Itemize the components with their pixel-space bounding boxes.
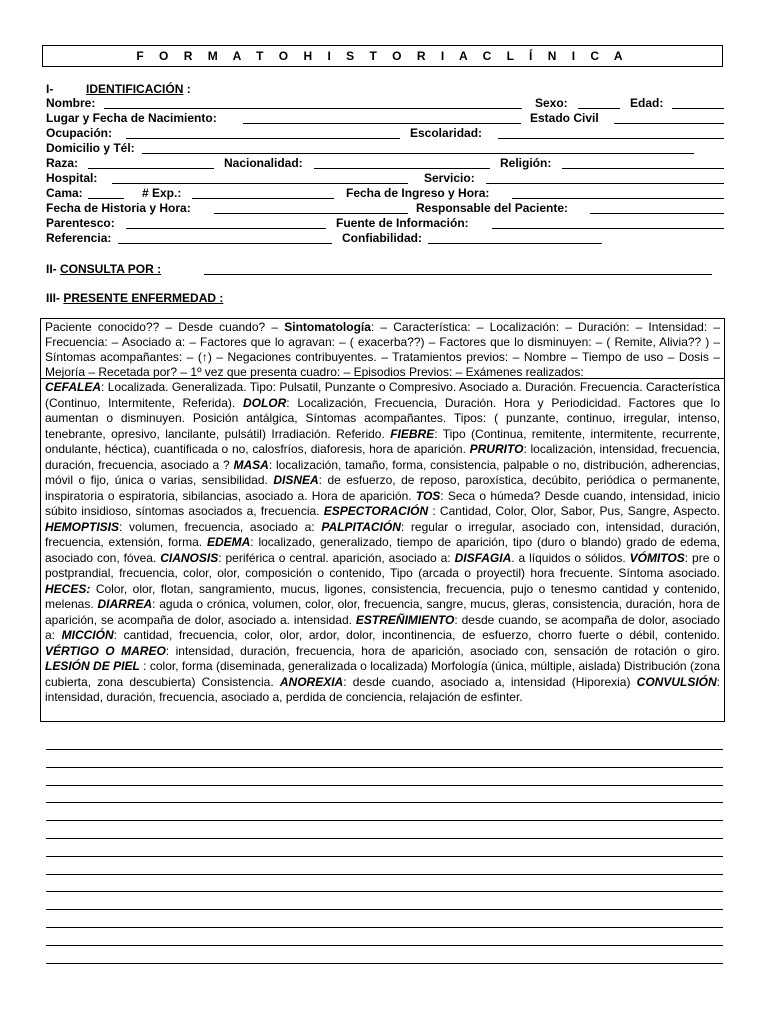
- writing-line[interactable]: [46, 749, 723, 750]
- label-edad: Edad:: [630, 96, 664, 110]
- symptom-keyword: ANOREXIA: [279, 674, 344, 689]
- field-cama[interactable]: [88, 186, 124, 199]
- label-estado-civil: Estado Civil: [530, 111, 599, 125]
- field-escolaridad[interactable]: [498, 126, 724, 139]
- guidance-intro: Paciente conocido?? – Desde cuando? – Sintomatología: – Característica: – Localización: – Duración: – Intensidad: – Frecuencia: – Asociado a: – Factores que lo agravan: – ( exacerba??) – Factores que lo disminuyen: – ( Remite, Alivia?? ) – Síntomas acompañantes: – (↑) – Negaciones contribuyentes. – Tratamientos previos: – Nombre – Tiempo de uso – Dosis – Mejoría – Recetada por? – 1º vez que presenta cuadro: – Episodios Previos: – Exámenes realizados:: [41, 319, 724, 379]
- guidance-box: [40, 318, 725, 722]
- writing-line[interactable]: [46, 909, 723, 910]
- label-ocupacion: Ocupación:: [46, 126, 113, 140]
- label-lugar-nacimiento: Lugar y Fecha de Nacimiento:: [46, 111, 217, 125]
- field-hospital[interactable]: [112, 171, 408, 184]
- symptom-description: : Localización, Frecuencia, Duración. Hora y Periodicidad. Factores que lo aumentan o disminuyen. Posición antálgica, Síntomas acompañantes. Tipos: ( punzante, continuo, irregular, intenso, tenebrante, opresivo, lancilante, pulsátil) Irradiación. Referido.: [45, 395, 720, 441]
- writing-line[interactable]: [46, 963, 723, 964]
- field-domicilio[interactable]: [142, 141, 694, 154]
- symptom-description: : Localizada. Generalizada. Tipo: Pulsatil, Punzante o Compresivo. Asociado a. Duración. Frecuencia. Característica (Continuo, Intermitente, Referida).: [45, 380, 720, 410]
- label-sexo: Sexo:: [535, 96, 568, 110]
- symptom-description: . a líquidos o sólidos.: [511, 550, 630, 565]
- field-sexo[interactable]: [578, 96, 620, 109]
- field-estado-civil[interactable]: [614, 111, 724, 124]
- row-raza: [46, 156, 724, 171]
- section-presente-enfermedad: [46, 291, 223, 305]
- keyword-sintomatologia: Sintomatología: [284, 320, 371, 334]
- row-lugar: [46, 111, 724, 126]
- row-cama: [46, 186, 724, 201]
- field-lugar-nacimiento[interactable]: [243, 111, 521, 124]
- symptom-keyword: VÉRTIGO O MAREO: [45, 643, 166, 658]
- symptom-description: : localización, intensidad, frecuencia, duración, frecuencia, asociado a ?: [45, 442, 720, 472]
- label-expediente: # Exp.:: [142, 186, 182, 200]
- field-confiabilidad[interactable]: [428, 231, 602, 244]
- symptom-description: : intensidad, duración, frecuencia, asociado a, perdida de conciencia, relajación de esfinter.: [45, 674, 721, 704]
- writing-line[interactable]: [46, 820, 723, 821]
- field-raza[interactable]: [88, 156, 214, 169]
- symptom-keyword: MASA: [233, 457, 269, 472]
- row-hospital: [46, 171, 724, 186]
- field-nombre[interactable]: [104, 96, 522, 109]
- label-fecha-historia: Fecha de Historia y Hora:: [46, 201, 191, 215]
- symptom-description: : intensidad, duración, frecuencia, hora de aparición, asociado con, sensación de rotación o giro.: [165, 643, 720, 658]
- symptom-keyword: MICCIÓN: [61, 628, 114, 642]
- writing-line[interactable]: [46, 785, 723, 786]
- label-nacionalidad: Nacionalidad:: [224, 156, 303, 170]
- symptom-description: : de esfuerzo, de reposo, paroxística, decúbito, periódica o permanente, inspiratoria o espiratoria, sibilancias, asociado a. Hora de aparición.: [45, 473, 721, 503]
- field-ocupacion[interactable]: [126, 126, 400, 139]
- symptom-keyword: DOLOR: [242, 395, 287, 410]
- label-nombre: Nombre:: [46, 96, 96, 110]
- row-domicilio: [46, 141, 724, 156]
- symptom-keyword: CEFALEA: [45, 380, 102, 394]
- symptom-guide: [41, 379, 724, 707]
- symptom-description: : volumen, frecuencia, asociado a:: [119, 519, 322, 534]
- field-fuente[interactable]: [492, 216, 724, 229]
- label-parentesco: Parentesco:: [46, 216, 115, 230]
- symptom-keyword: PALPITACIÓN: [321, 519, 401, 534]
- symptom-description: : Cantidad, Color, Olor, Sabor, Pus, Sangre, Aspecto.: [428, 504, 720, 518]
- label-hospital: Hospital:: [46, 171, 98, 185]
- section-number: III-: [46, 291, 60, 305]
- label-confiabilidad: Confiabilidad:: [342, 231, 422, 245]
- writing-line[interactable]: [46, 945, 723, 946]
- field-responsable[interactable]: [590, 201, 724, 214]
- writing-line[interactable]: [46, 838, 723, 839]
- symptom-description: Color, olor, flotan, sangramiento, mucus, ligones, consistencia, frecuencia, pujo o tenesmo cantidad y contenido, melenas.: [45, 581, 720, 611]
- label-referencia: Referencia:: [46, 231, 112, 245]
- section-number: I-: [46, 82, 54, 96]
- symptom-description: : localizado, generalizado, tiempo de aparición, tipo (duro o blando) grado de edema, asociado con, fóvea.: [45, 535, 720, 565]
- symptom-keyword: PRURITO: [469, 442, 524, 456]
- row-ocupacion: [46, 126, 724, 141]
- writing-line[interactable]: [46, 927, 723, 928]
- symptom-description: : color, forma (diseminada, generalizada o localizada) Morfología (única, múltiple, aislada) Distribución (zona cubierta, zona descubierta) Consistencia.: [45, 659, 720, 689]
- symptom-description: : Seca o húmeda? Desde cuando, intensidad, inicio súbito insidioso, síntomas asociados a, frecuencia.: [45, 488, 721, 518]
- symptom-keyword: TOS: [415, 488, 441, 503]
- symptom-description: : desde cuando, se acompaña de dolor, asociado a:: [45, 612, 720, 642]
- symptom-description: : aguda o crónica, volumen, color, olor, frecuencia, sangre, mucus, gleras, consistencia, duración, hora de aparición, se acompaña de dolor, asociado a. intensidad.: [45, 597, 720, 627]
- symptom-keyword: ESTREÑIMIENTO: [355, 612, 455, 627]
- symptom-description: : regular o irregular, asociado con, intensidad, duración, frecuencia, extensión, forma.: [45, 519, 721, 549]
- symptom-keyword: ESPECTORACIÓN: [323, 504, 429, 518]
- form-title: F O R M A T O H I S T O R I A C L Í N I C A: [42, 45, 723, 67]
- symptom-keyword: DIARREA: [97, 597, 153, 611]
- section-title: CONSULTA POR :: [60, 262, 162, 276]
- writing-line[interactable]: [46, 856, 723, 857]
- field-consulta-por[interactable]: [204, 262, 712, 275]
- symptom-description: : periférica o central. aparición, asociado a:: [218, 550, 455, 565]
- section-title: IDENTIFICACIÓN: [86, 82, 184, 96]
- section-consulta: [46, 262, 161, 276]
- field-referencia[interactable]: [118, 231, 332, 244]
- label-fecha-ingreso: Fecha de Ingreso y Hora:: [346, 186, 490, 200]
- symptom-keyword: VÓMITOS: [629, 550, 685, 565]
- label-raza: Raza:: [46, 156, 79, 170]
- symptom-description: : desde cuando, asociado a, intensidad (Hiporexia): [343, 674, 637, 689]
- symptom-description: : Tipo (Continua, remitente, intermitente, recurrente, ondulante, héctica), cuantificada o no, calosfríos, diaforesis, hora de aparición.: [45, 426, 720, 456]
- symptom-keyword: DISFAGIA: [454, 550, 512, 565]
- label-fuente: Fuente de Información:: [336, 216, 469, 230]
- label-escolaridad: Escolaridad:: [410, 126, 483, 140]
- row-fecha-historia: [46, 201, 724, 216]
- writing-line[interactable]: [46, 802, 723, 803]
- symptom-keyword: CONVULSIÓN: [636, 674, 717, 689]
- label-cama: Cama:: [46, 186, 83, 200]
- field-fecha-ingreso[interactable]: [512, 186, 724, 199]
- field-religion[interactable]: [562, 156, 724, 169]
- symptom-keyword: FIEBRE: [390, 426, 435, 441]
- label-religion: Religión:: [500, 156, 552, 170]
- section-number: II-: [46, 262, 57, 276]
- label-domicilio: Domicilio y Tél:: [46, 141, 135, 155]
- field-fecha-historia[interactable]: [214, 201, 408, 214]
- symptom-description: : cantidad, frecuencia, color, olor, ardor, dolor, incontinencia, de esfuerzo, chorro fuerte o débil, contenido.: [113, 628, 721, 642]
- symptom-keyword: HECES:: [45, 581, 91, 596]
- symptom-keyword: CIANOSIS: [160, 550, 219, 565]
- section-title: PRESENTE ENFERMEDAD :: [63, 291, 224, 305]
- field-parentesco[interactable]: [126, 216, 326, 229]
- row-nombre: [46, 96, 724, 111]
- section-identificacion: I- IDENTIFICACIÓN :: [46, 82, 191, 96]
- writing-line[interactable]: [46, 891, 723, 892]
- symptom-keyword: DISNEA: [273, 473, 319, 487]
- field-edad[interactable]: [672, 96, 724, 109]
- row-referencia: [46, 231, 724, 246]
- field-servicio[interactable]: [486, 171, 724, 184]
- row-parentesco: [46, 216, 724, 231]
- writing-line[interactable]: [46, 874, 723, 875]
- field-expediente[interactable]: [192, 186, 334, 199]
- symptom-description: : localización, tamaño, forma, consistencia, palpable o no, distribución, adherencias, móvil o fijo, única o varias, sensibilidad.: [45, 457, 720, 487]
- symptom-keyword: LESIÓN DE PIEL: [45, 659, 140, 673]
- symptom-description: : pre o postprandial, frecuencia, color, olor, composición o contenido, Tipo (arcada o proyectil) hora frecuente. Síntoma asociado.: [45, 550, 720, 580]
- label-servicio: Servicio:: [424, 171, 475, 185]
- field-nacionalidad[interactable]: [314, 156, 490, 169]
- symptom-keyword: HEMOPTISIS: [45, 519, 120, 534]
- writing-line[interactable]: [46, 767, 723, 768]
- symptom-keyword: EDEMA: [206, 535, 251, 549]
- label-responsable: Responsable del Paciente:: [416, 201, 569, 215]
